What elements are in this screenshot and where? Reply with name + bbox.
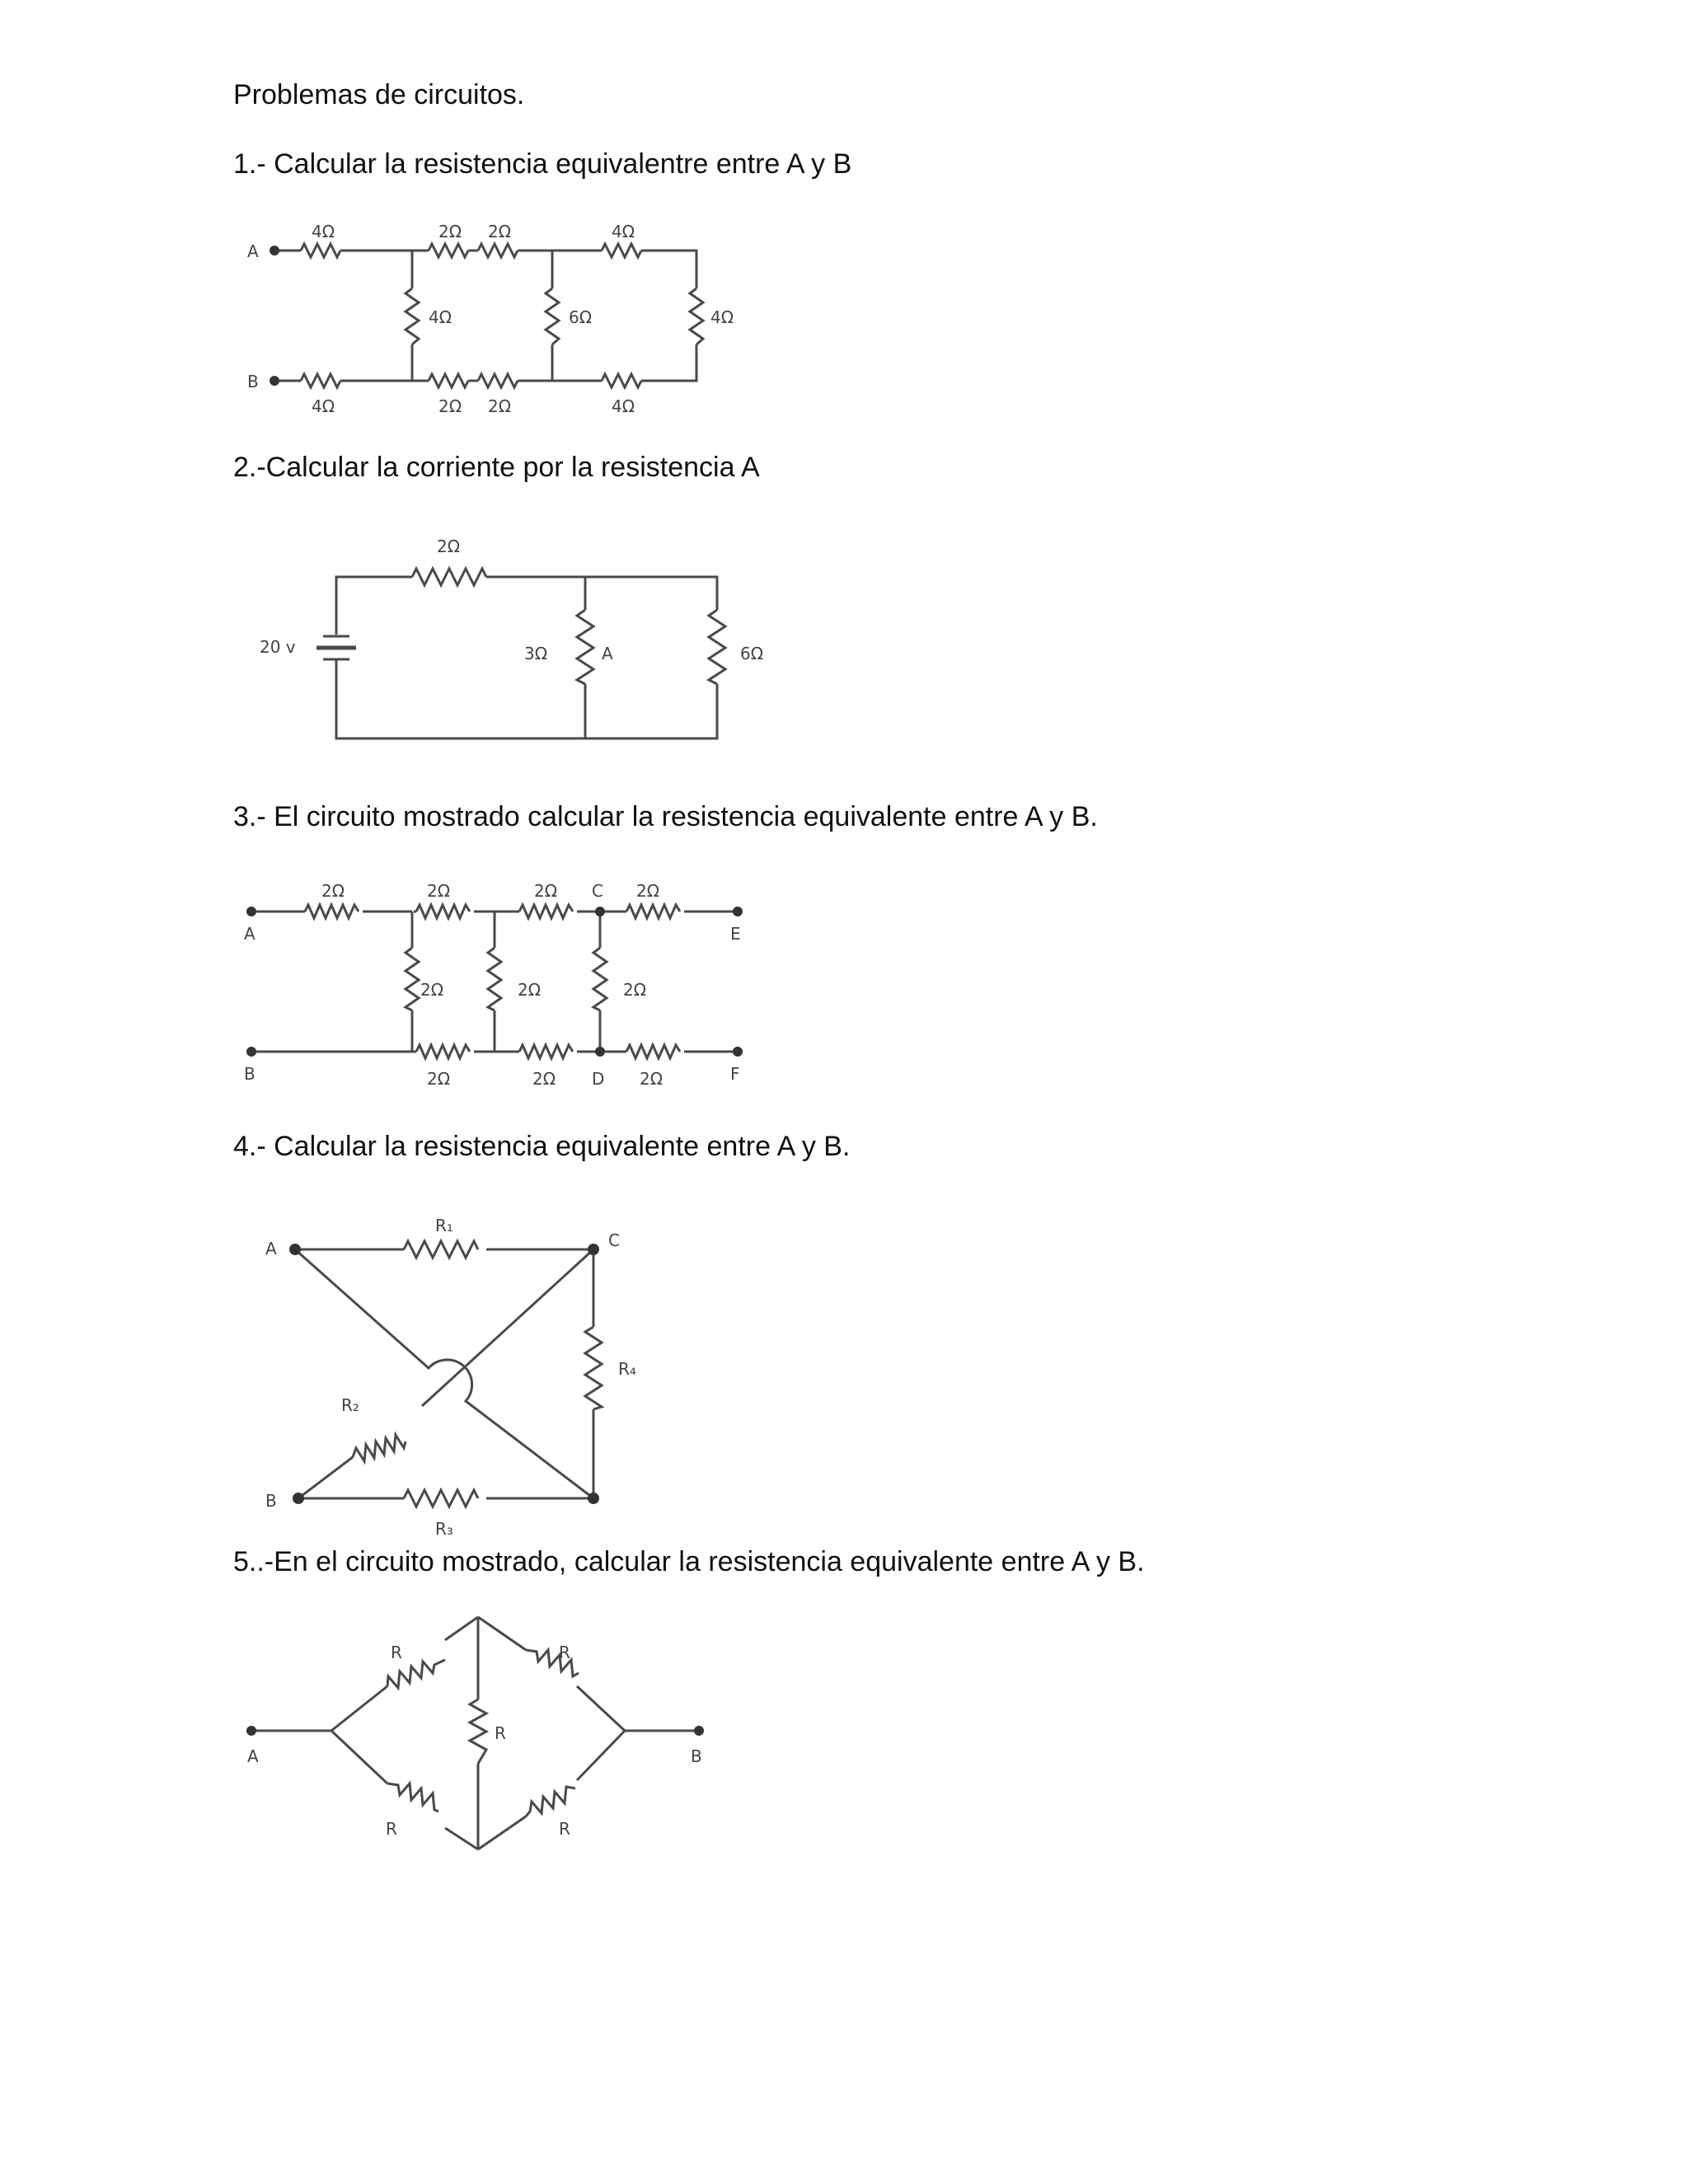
c3-top-r2: 2Ω <box>427 881 451 901</box>
problem-2-statement: 2.-Calcular la corriente por la resistencia A <box>233 452 760 483</box>
c2-right-r: 6Ω <box>740 644 764 663</box>
c1-top-r1: 4Ω <box>312 222 335 241</box>
c1-node-a: A <box>247 241 259 261</box>
page-title: Problemas de circuitos. <box>233 79 525 110</box>
c5-r-bottom-right: R <box>559 1819 570 1839</box>
c5-node-b: B <box>691 1746 702 1766</box>
c3-node-a: A <box>244 924 256 944</box>
c3-bot-r2: 2Ω <box>532 1069 556 1089</box>
c3-node-f: F <box>730 1064 740 1084</box>
c1-node-b: B <box>247 372 259 391</box>
c1-bot-r3: 2Ω <box>488 396 512 416</box>
c5-r-top-left: R <box>391 1643 402 1662</box>
c5-node-a: A <box>247 1746 259 1766</box>
c4-node-a: A <box>265 1239 277 1258</box>
c3-top-r1: 2Ω <box>321 881 345 901</box>
c1-shunt-r3: 4Ω <box>710 307 734 327</box>
c3-shunt-r3: 2Ω <box>623 980 647 1000</box>
c4-node-c: C <box>608 1230 620 1250</box>
c5-r-middle: R <box>495 1723 506 1743</box>
c3-shunt-r2: 2Ω <box>518 980 542 1000</box>
c2-mid-r: 3Ω <box>524 644 548 663</box>
c3-node-d: D <box>592 1069 605 1089</box>
c2-series-r: 2Ω <box>437 537 461 556</box>
c3-node-c: C <box>592 881 603 901</box>
problem-1-statement: 1.- Calcular la resistencia equivalentre entre A y B <box>233 148 852 180</box>
c5-r-top-right: R <box>559 1643 570 1662</box>
c5-r-bottom-left: R <box>386 1819 397 1839</box>
c3-bot-r3: 2Ω <box>640 1069 663 1089</box>
c3-top-r3: 2Ω <box>534 881 558 901</box>
c3-top-r4: 2Ω <box>636 881 660 901</box>
c1-shunt-r1: 4Ω <box>429 307 452 327</box>
c4-node-b: B <box>265 1491 277 1511</box>
c1-top-r3: 2Ω <box>488 222 512 241</box>
c2-source-label: 20 v <box>260 637 296 657</box>
c4-r2: R₂ <box>341 1395 359 1415</box>
problem-5-statement: 5..-En el circuito mostrado, calcular la resistencia equivalente entre A y B. <box>233 1546 1145 1577</box>
c1-bot-r4: 4Ω <box>612 396 635 416</box>
c1-bot-r2: 2Ω <box>438 396 462 416</box>
c1-top-r4: 4Ω <box>612 222 635 241</box>
c3-node-e: E <box>730 924 741 944</box>
c3-bot-r1: 2Ω <box>427 1069 451 1089</box>
c4-r1: R₁ <box>435 1216 453 1235</box>
problem-3-statement: 3.- El circuito mostrado calcular la resistencia equivalente entre A y B. <box>233 801 1098 832</box>
c4-r3: R₃ <box>435 1519 453 1539</box>
c3-node-b: B <box>244 1064 256 1084</box>
c4-r4: R₄ <box>618 1359 636 1379</box>
problem-4-statement: 4.- Calcular la resistencia equivalente entre A y B. <box>233 1131 851 1162</box>
c1-bot-r1: 4Ω <box>312 396 335 416</box>
c2-mid-tag: A <box>602 644 613 663</box>
c3-shunt-r1: 2Ω <box>420 980 444 1000</box>
c1-top-r2: 2Ω <box>438 222 462 241</box>
c1-shunt-r2: 6Ω <box>569 307 593 327</box>
